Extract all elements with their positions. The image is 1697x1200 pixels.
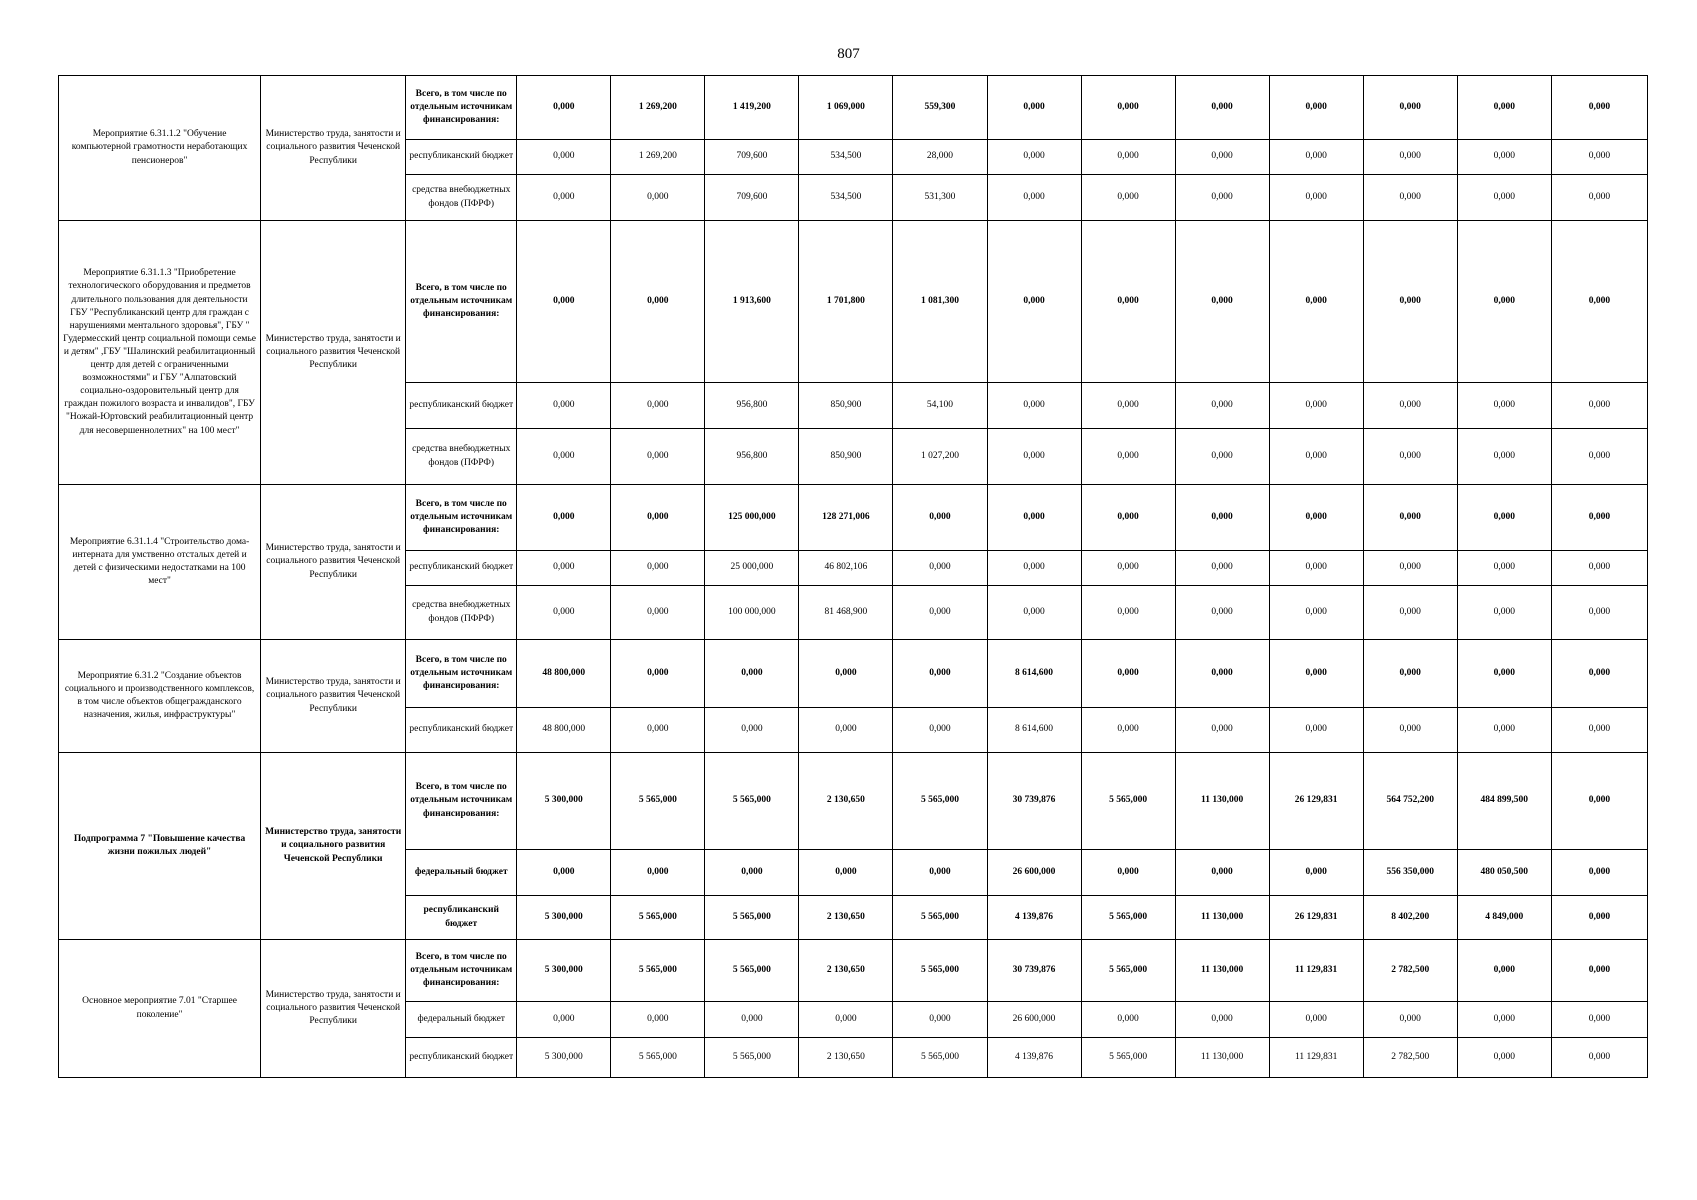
amount-cell: 5 300,000 bbox=[517, 940, 611, 1002]
amount-cell: 0,000 bbox=[611, 850, 705, 896]
amount-cell: 0,000 bbox=[799, 850, 893, 896]
amount-cell: 0,000 bbox=[1269, 1002, 1363, 1038]
amount-cell: 0,000 bbox=[1551, 896, 1647, 940]
amount-cell: 0,000 bbox=[1081, 429, 1175, 485]
amount-cell: 0,000 bbox=[517, 850, 611, 896]
amount-cell: 0,000 bbox=[1269, 586, 1363, 640]
amount-cell: 0,000 bbox=[1551, 1038, 1647, 1078]
amount-cell: 0,000 bbox=[517, 76, 611, 140]
amount-cell: 8 614,600 bbox=[987, 708, 1081, 753]
amount-cell: 0,000 bbox=[1269, 76, 1363, 140]
funding-source: республиканский бюджет bbox=[406, 896, 517, 940]
table-row bbox=[59, 221, 1648, 383]
amount-cell: 0,000 bbox=[1175, 429, 1269, 485]
amount-cell: 5 565,000 bbox=[705, 753, 799, 850]
amount-cell: 0,000 bbox=[1457, 429, 1551, 485]
amount-cell: 0,000 bbox=[987, 76, 1081, 140]
amount-cell: 0,000 bbox=[1269, 429, 1363, 485]
amount-cell: 30 739,876 bbox=[987, 940, 1081, 1002]
amount-cell: 0,000 bbox=[1551, 140, 1647, 175]
measure-name: Мероприятие 6.31.2 "Создание объектов социального и производственного комплексов, в том числе объектов общегражданского назначения, жилья, инфраструктуры" bbox=[59, 640, 261, 753]
amount-cell: 11 130,000 bbox=[1175, 896, 1269, 940]
amount-cell: 0,000 bbox=[1457, 383, 1551, 429]
executor-name: Министерство труда, занятости и социального развития Чеченской Республики bbox=[261, 940, 406, 1078]
amount-cell: 81 468,900 bbox=[799, 586, 893, 640]
amount-cell: 0,000 bbox=[517, 485, 611, 551]
amount-cell: 559,300 bbox=[893, 76, 987, 140]
amount-cell: 556 350,000 bbox=[1363, 850, 1457, 896]
amount-cell: 0,000 bbox=[517, 383, 611, 429]
amount-cell: 0,000 bbox=[893, 640, 987, 708]
funding-source: Всего, в том числе по отдельным источникам финансирования: bbox=[406, 221, 517, 383]
funding-source: федеральный бюджет bbox=[406, 850, 517, 896]
amount-cell: 0,000 bbox=[611, 485, 705, 551]
amount-cell: 0,000 bbox=[1081, 221, 1175, 383]
funding-source: республиканский бюджет bbox=[406, 551, 517, 586]
amount-cell: 0,000 bbox=[517, 175, 611, 221]
amount-cell: 0,000 bbox=[1363, 640, 1457, 708]
amount-cell: 0,000 bbox=[1175, 485, 1269, 551]
amount-cell: 5 565,000 bbox=[1081, 940, 1175, 1002]
amount-cell: 0,000 bbox=[1363, 1002, 1457, 1038]
funding-source: республиканский бюджет bbox=[406, 1038, 517, 1078]
amount-cell: 0,000 bbox=[1175, 175, 1269, 221]
amount-cell: 0,000 bbox=[1363, 383, 1457, 429]
amount-cell: 1 027,200 bbox=[893, 429, 987, 485]
amount-cell: 0,000 bbox=[1175, 1002, 1269, 1038]
amount-cell: 2 130,650 bbox=[799, 753, 893, 850]
amount-cell: 0,000 bbox=[1175, 140, 1269, 175]
amount-cell: 28,000 bbox=[893, 140, 987, 175]
funding-source: республиканский бюджет bbox=[406, 383, 517, 429]
amount-cell: 0,000 bbox=[705, 708, 799, 753]
amount-cell: 0,000 bbox=[517, 551, 611, 586]
funding-source: Всего, в том числе по отдельным источникам финансирования: bbox=[406, 640, 517, 708]
amount-cell: 850,900 bbox=[799, 383, 893, 429]
amount-cell: 125 000,000 bbox=[705, 485, 799, 551]
amount-cell: 0,000 bbox=[987, 221, 1081, 383]
amount-cell: 5 300,000 bbox=[517, 753, 611, 850]
amount-cell: 0,000 bbox=[1269, 850, 1363, 896]
amount-cell: 0,000 bbox=[611, 586, 705, 640]
amount-cell: 5 565,000 bbox=[1081, 896, 1175, 940]
amount-cell: 26 600,000 bbox=[987, 1002, 1081, 1038]
amount-cell: 5 565,000 bbox=[611, 753, 705, 850]
amount-cell: 0,000 bbox=[1551, 429, 1647, 485]
amount-cell: 0,000 bbox=[705, 1002, 799, 1038]
amount-cell: 0,000 bbox=[893, 850, 987, 896]
amount-cell: 0,000 bbox=[1363, 221, 1457, 383]
amount-cell: 480 050,500 bbox=[1457, 850, 1551, 896]
amount-cell: 5 565,000 bbox=[893, 896, 987, 940]
amount-cell: 26 600,000 bbox=[987, 850, 1081, 896]
amount-cell: 956,800 bbox=[705, 429, 799, 485]
amount-cell: 0,000 bbox=[517, 140, 611, 175]
amount-cell: 0,000 bbox=[987, 429, 1081, 485]
amount-cell: 54,100 bbox=[893, 383, 987, 429]
amount-cell: 0,000 bbox=[1081, 383, 1175, 429]
amount-cell: 0,000 bbox=[1551, 708, 1647, 753]
amount-cell: 534,500 bbox=[799, 140, 893, 175]
amount-cell: 0,000 bbox=[1551, 640, 1647, 708]
amount-cell: 46 802,106 bbox=[799, 551, 893, 586]
amount-cell: 0,000 bbox=[1551, 485, 1647, 551]
amount-cell: 2 130,650 bbox=[799, 1038, 893, 1078]
amount-cell: 0,000 bbox=[1551, 940, 1647, 1002]
financing-table bbox=[58, 75, 1648, 1078]
funding-source: средства внебюджетных фондов (ПФРФ) bbox=[406, 429, 517, 485]
amount-cell: 1 081,300 bbox=[893, 221, 987, 383]
amount-cell: 0,000 bbox=[1551, 753, 1647, 850]
amount-cell: 0,000 bbox=[1457, 708, 1551, 753]
amount-cell: 0,000 bbox=[893, 485, 987, 551]
funding-source: республиканский бюджет bbox=[406, 140, 517, 175]
amount-cell: 4 849,000 bbox=[1457, 896, 1551, 940]
amount-cell: 0,000 bbox=[517, 1002, 611, 1038]
amount-cell: 850,900 bbox=[799, 429, 893, 485]
amount-cell: 0,000 bbox=[1081, 485, 1175, 551]
amount-cell: 5 565,000 bbox=[611, 1038, 705, 1078]
amount-cell: 2 130,650 bbox=[799, 940, 893, 1002]
amount-cell: 1 269,200 bbox=[611, 140, 705, 175]
amount-cell: 0,000 bbox=[1457, 1038, 1551, 1078]
amount-cell: 0,000 bbox=[1081, 76, 1175, 140]
amount-cell: 5 565,000 bbox=[1081, 753, 1175, 850]
amount-cell: 0,000 bbox=[1457, 221, 1551, 383]
amount-cell: 0,000 bbox=[1363, 586, 1457, 640]
amount-cell: 5 565,000 bbox=[1081, 1038, 1175, 1078]
amount-cell: 5 565,000 bbox=[705, 896, 799, 940]
amount-cell: 2 130,650 bbox=[799, 896, 893, 940]
amount-cell: 0,000 bbox=[517, 586, 611, 640]
amount-cell: 4 139,876 bbox=[987, 1038, 1081, 1078]
amount-cell: 0,000 bbox=[1363, 76, 1457, 140]
funding-source: средства внебюджетных фондов (ПФРФ) bbox=[406, 586, 517, 640]
amount-cell: 0,000 bbox=[1175, 586, 1269, 640]
funding-source: федеральный бюджет bbox=[406, 1002, 517, 1038]
amount-cell: 0,000 bbox=[1175, 640, 1269, 708]
amount-cell: 0,000 bbox=[893, 586, 987, 640]
amount-cell: 0,000 bbox=[1269, 485, 1363, 551]
amount-cell: 0,000 bbox=[611, 429, 705, 485]
amount-cell: 11 130,000 bbox=[1175, 940, 1269, 1002]
amount-cell: 0,000 bbox=[1457, 175, 1551, 221]
amount-cell: 5 300,000 bbox=[517, 896, 611, 940]
amount-cell: 48 800,000 bbox=[517, 708, 611, 753]
amount-cell: 0,000 bbox=[611, 1002, 705, 1038]
amount-cell: 0,000 bbox=[1175, 221, 1269, 383]
amount-cell: 128 271,006 bbox=[799, 485, 893, 551]
amount-cell: 0,000 bbox=[611, 383, 705, 429]
amount-cell: 11 129,831 bbox=[1269, 1038, 1363, 1078]
amount-cell: 5 565,000 bbox=[611, 940, 705, 1002]
amount-cell: 2 782,500 bbox=[1363, 940, 1457, 1002]
amount-cell: 0,000 bbox=[1363, 551, 1457, 586]
amount-cell: 5 300,000 bbox=[517, 1038, 611, 1078]
amount-cell: 0,000 bbox=[611, 640, 705, 708]
amount-cell: 0,000 bbox=[1551, 221, 1647, 383]
executor-name: Министерство труда, занятости и социального развития Чеченской Республики bbox=[261, 76, 406, 221]
amount-cell: 0,000 bbox=[1363, 175, 1457, 221]
amount-cell: 0,000 bbox=[1081, 1002, 1175, 1038]
amount-cell: 0,000 bbox=[987, 485, 1081, 551]
funding-source: Всего, в том числе по отдельным источникам финансирования: bbox=[406, 485, 517, 551]
measure-name: Мероприятие 6.31.1.3 "Приобретение технологического оборудования и предметов длительного пользования для деятельности ГБУ "Республиканский центр для граждан с нарушениями ментального здоровья", ГБУ " Гудермесский центр социальной помощи семье и детям" ,ГБУ "Шалинский реабилитационный центр для детей с ограниченными возможностями" и ГБУ "Алпатовский социально-оздоровительный центр для граждан пожилого возраста и инвалидов", ГБУ "Ножай-Юртовский реабилитационный центр для несовершеннолетних" на 100 мест" bbox=[59, 221, 261, 485]
amount-cell: 564 752,200 bbox=[1363, 753, 1457, 850]
executor-name: Министерство труда, занятости и социального развития Чеченской Республики bbox=[261, 753, 406, 940]
funding-source: республиканский бюджет bbox=[406, 708, 517, 753]
table-row bbox=[59, 640, 1648, 708]
amount-cell: 0,000 bbox=[1457, 485, 1551, 551]
amount-cell: 0,000 bbox=[1175, 850, 1269, 896]
amount-cell: 100 000,000 bbox=[705, 586, 799, 640]
funding-source: средства внебюджетных фондов (ПФРФ) bbox=[406, 175, 517, 221]
amount-cell: 11 130,000 bbox=[1175, 753, 1269, 850]
amount-cell: 4 139,876 bbox=[987, 896, 1081, 940]
amount-cell: 0,000 bbox=[1457, 586, 1551, 640]
amount-cell: 0,000 bbox=[1363, 485, 1457, 551]
amount-cell: 0,000 bbox=[1457, 76, 1551, 140]
amount-cell: 0,000 bbox=[1457, 640, 1551, 708]
amount-cell: 2 782,500 bbox=[1363, 1038, 1457, 1078]
executor-name: Министерство труда, занятости и социального развития Чеченской Республики bbox=[261, 485, 406, 640]
amount-cell: 0,000 bbox=[893, 708, 987, 753]
amount-cell: 0,000 bbox=[1457, 1002, 1551, 1038]
amount-cell: 5 565,000 bbox=[893, 1038, 987, 1078]
amount-cell: 709,600 bbox=[705, 140, 799, 175]
table-row bbox=[59, 76, 1648, 140]
amount-cell: 0,000 bbox=[705, 640, 799, 708]
amount-cell: 5 565,000 bbox=[893, 753, 987, 850]
amount-cell: 8 614,600 bbox=[987, 640, 1081, 708]
page-number: 807 bbox=[837, 46, 860, 62]
amount-cell: 0,000 bbox=[1081, 140, 1175, 175]
amount-cell: 484 899,500 bbox=[1457, 753, 1551, 850]
amount-cell: 1 701,800 bbox=[799, 221, 893, 383]
amount-cell: 5 565,000 bbox=[893, 940, 987, 1002]
funding-source: Всего, в том числе по отдельным источникам финансирования: bbox=[406, 940, 517, 1002]
amount-cell: 5 565,000 bbox=[705, 940, 799, 1002]
amount-cell: 0,000 bbox=[987, 551, 1081, 586]
amount-cell: 1 913,600 bbox=[705, 221, 799, 383]
amount-cell: 1 419,200 bbox=[705, 76, 799, 140]
amount-cell: 0,000 bbox=[1269, 708, 1363, 753]
amount-cell: 1 269,200 bbox=[611, 76, 705, 140]
amount-cell: 0,000 bbox=[611, 221, 705, 383]
amount-cell: 0,000 bbox=[1551, 586, 1647, 640]
measure-name: Подпрограмма 7 "Повышение качества жизни пожилых людей" bbox=[59, 753, 261, 940]
amount-cell: 0,000 bbox=[1363, 429, 1457, 485]
amount-cell: 0,000 bbox=[987, 175, 1081, 221]
amount-cell: 0,000 bbox=[1363, 708, 1457, 753]
amount-cell: 0,000 bbox=[893, 1002, 987, 1038]
measure-name: Мероприятие 6.31.1.4 "Строительство дома-интерната для умственно отсталых детей и детей с физическими недостатками на 100 мест" bbox=[59, 485, 261, 640]
amount-cell: 0,000 bbox=[611, 175, 705, 221]
amount-cell: 0,000 bbox=[1081, 708, 1175, 753]
amount-cell: 0,000 bbox=[987, 586, 1081, 640]
amount-cell: 0,000 bbox=[1363, 140, 1457, 175]
amount-cell: 0,000 bbox=[611, 551, 705, 586]
amount-cell: 0,000 bbox=[517, 429, 611, 485]
amount-cell: 0,000 bbox=[1269, 221, 1363, 383]
amount-cell: 0,000 bbox=[1269, 175, 1363, 221]
amount-cell: 531,300 bbox=[893, 175, 987, 221]
amount-cell: 1 069,000 bbox=[799, 76, 893, 140]
amount-cell: 0,000 bbox=[1551, 383, 1647, 429]
funding-source: Всего, в том числе по отдельным источникам финансирования: bbox=[406, 753, 517, 850]
amount-cell: 5 565,000 bbox=[611, 896, 705, 940]
amount-cell: 534,500 bbox=[799, 175, 893, 221]
amount-cell: 0,000 bbox=[1175, 708, 1269, 753]
table-row bbox=[59, 940, 1648, 1002]
amount-cell: 0,000 bbox=[1551, 1002, 1647, 1038]
amount-cell: 26 129,831 bbox=[1269, 896, 1363, 940]
amount-cell: 0,000 bbox=[1269, 383, 1363, 429]
amount-cell: 0,000 bbox=[1457, 551, 1551, 586]
amount-cell: 0,000 bbox=[1269, 551, 1363, 586]
amount-cell: 0,000 bbox=[1269, 640, 1363, 708]
amount-cell: 0,000 bbox=[1457, 140, 1551, 175]
amount-cell: 0,000 bbox=[1175, 383, 1269, 429]
amount-cell: 0,000 bbox=[1551, 175, 1647, 221]
amount-cell: 0,000 bbox=[1551, 551, 1647, 586]
amount-cell: 0,000 bbox=[1457, 940, 1551, 1002]
amount-cell: 0,000 bbox=[1551, 76, 1647, 140]
amount-cell: 0,000 bbox=[1081, 551, 1175, 586]
executor-name: Министерство труда, занятости и социального развития Чеченской Республики bbox=[261, 640, 406, 753]
amount-cell: 0,000 bbox=[893, 551, 987, 586]
amount-cell: 0,000 bbox=[1081, 640, 1175, 708]
amount-cell: 0,000 bbox=[1175, 551, 1269, 586]
funding-source: Всего, в том числе по отдельным источникам финансирования: bbox=[406, 76, 517, 140]
amount-cell: 0,000 bbox=[987, 140, 1081, 175]
amount-cell: 0,000 bbox=[1175, 76, 1269, 140]
amount-cell: 25 000,000 bbox=[705, 551, 799, 586]
amount-cell: 0,000 bbox=[799, 640, 893, 708]
amount-cell: 956,800 bbox=[705, 383, 799, 429]
table-row bbox=[59, 753, 1648, 850]
amount-cell: 0,000 bbox=[799, 1002, 893, 1038]
amount-cell: 0,000 bbox=[1081, 850, 1175, 896]
table-row bbox=[59, 485, 1648, 551]
measure-name: Основное мероприятие 7.01 "Старшее поколение" bbox=[59, 940, 261, 1078]
amount-cell: 0,000 bbox=[987, 383, 1081, 429]
amount-cell: 30 739,876 bbox=[987, 753, 1081, 850]
amount-cell: 11 129,831 bbox=[1269, 940, 1363, 1002]
amount-cell: 0,000 bbox=[1269, 140, 1363, 175]
amount-cell: 5 565,000 bbox=[705, 1038, 799, 1078]
amount-cell: 0,000 bbox=[611, 708, 705, 753]
amount-cell: 0,000 bbox=[705, 850, 799, 896]
amount-cell: 0,000 bbox=[799, 708, 893, 753]
amount-cell: 0,000 bbox=[1081, 586, 1175, 640]
amount-cell: 0,000 bbox=[1081, 175, 1175, 221]
amount-cell: 48 800,000 bbox=[517, 640, 611, 708]
amount-cell: 8 402,200 bbox=[1363, 896, 1457, 940]
amount-cell: 709,600 bbox=[705, 175, 799, 221]
amount-cell: 26 129,831 bbox=[1269, 753, 1363, 850]
amount-cell: 0,000 bbox=[1551, 850, 1647, 896]
executor-name: Министерство труда, занятости и социального развития Чеченской Республики bbox=[261, 221, 406, 485]
measure-name: Мероприятие 6.31.1.2 "Обучение компьютерной грамотности неработающих пенсионеров" bbox=[59, 76, 261, 221]
amount-cell: 0,000 bbox=[517, 221, 611, 383]
amount-cell: 11 130,000 bbox=[1175, 1038, 1269, 1078]
